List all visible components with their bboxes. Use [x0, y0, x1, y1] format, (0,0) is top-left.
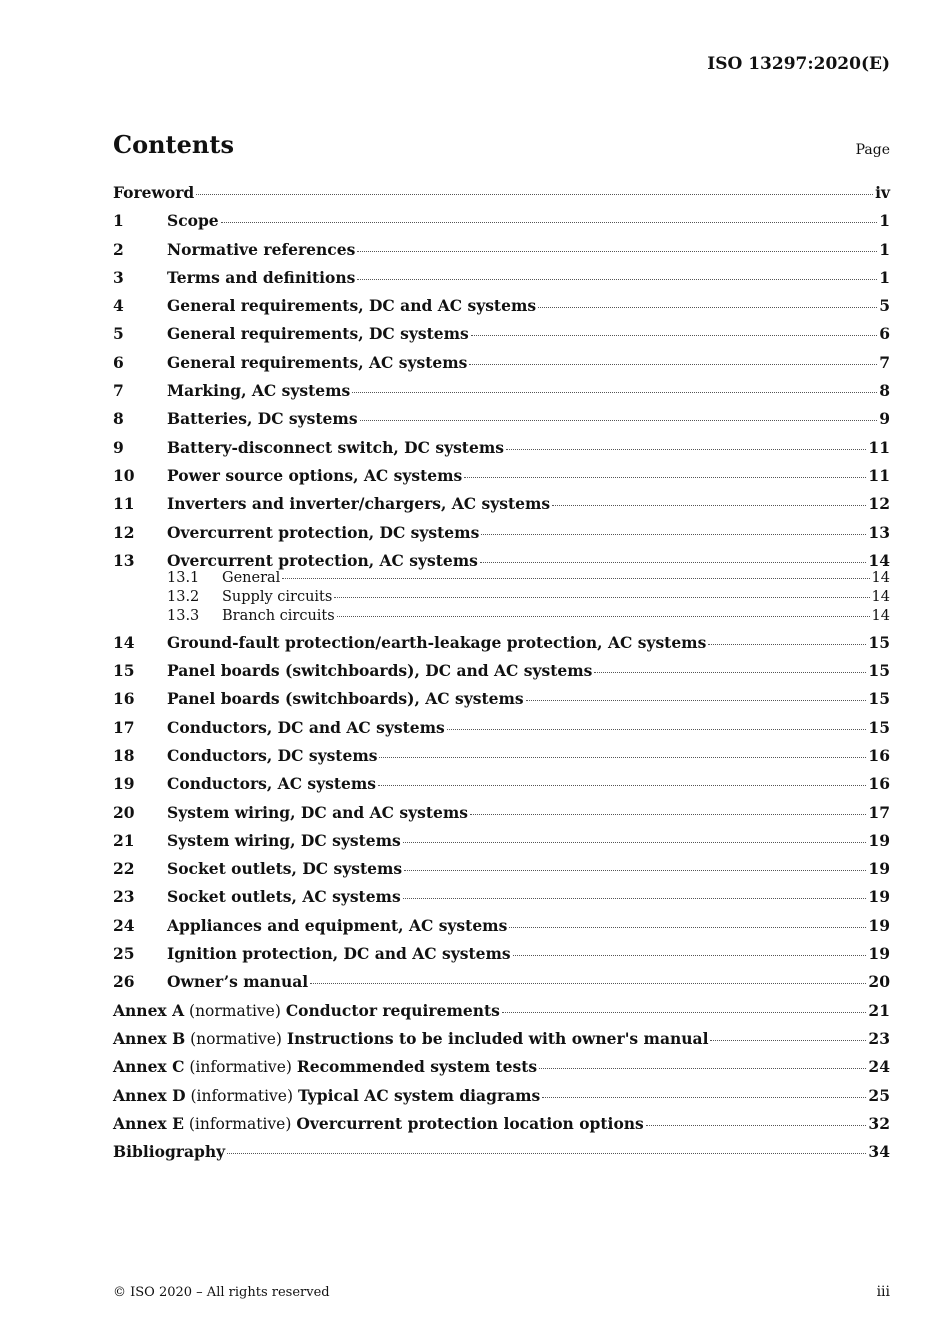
toc-entry-label: General requirements, DC systems — [167, 324, 469, 344]
toc-entry-number: 5 — [113, 324, 124, 344]
toc-entry-label: Owner’s manual — [167, 972, 309, 992]
toc-entry-number: 25 — [113, 944, 135, 964]
toc-entry-page: 15 — [868, 717, 890, 737]
toc-entry-page: 25 — [868, 1085, 890, 1105]
toc-entry-foreword[interactable] — [113, 183, 890, 211]
toc-annex-entry[interactable] — [113, 1029, 890, 1057]
leader-dots — [227, 1153, 866, 1154]
leader-dots — [403, 842, 867, 843]
leader-dots — [594, 672, 866, 673]
table-of-contents — [113, 183, 890, 1170]
annex-id: Annex E — [113, 1113, 184, 1133]
toc-entry[interactable] — [113, 689, 890, 717]
toc-subentry-number: 13.1 — [167, 569, 200, 586]
toc-entry-page: 19 — [868, 859, 890, 879]
toc-entry-page: 7 — [879, 352, 890, 372]
toc-entry-page: 1 — [879, 267, 890, 287]
copyright-notice: © ISO 2020 – All rights reserved — [113, 1285, 330, 1300]
toc-entry[interactable] — [113, 438, 890, 466]
toc-entry-label: Foreword — [113, 183, 195, 202]
toc-entry-page: 23 — [868, 1028, 890, 1048]
toc-entry-number: 20 — [113, 802, 135, 822]
toc-entry[interactable] — [113, 268, 890, 296]
leader-dots — [464, 477, 866, 478]
toc-entry-label: Inverters and inverter/chargers, AC systems — [167, 494, 551, 514]
toc-entry-page: 12 — [868, 494, 890, 514]
toc-entry-page: 5 — [879, 296, 890, 316]
toc-subentry[interactable] — [113, 589, 890, 608]
toc-entry-number: 10 — [113, 465, 135, 485]
toc-entry-page: 6 — [879, 324, 890, 344]
leader-dots — [357, 279, 877, 280]
toc-entry-number: 26 — [113, 972, 135, 992]
toc-entry-number: 23 — [113, 887, 135, 907]
leader-dots — [481, 534, 866, 535]
toc-entry-page: 19 — [868, 887, 890, 907]
toc-entry-page: 9 — [879, 409, 890, 429]
toc-subentry-number: 13.3 — [167, 608, 200, 625]
toc-entry[interactable] — [113, 831, 890, 859]
toc-entry-number: 3 — [113, 267, 124, 287]
toc-entry-label: Scope — [167, 211, 219, 231]
page-title: Contents — [113, 130, 234, 159]
toc-entry-number: 17 — [113, 717, 135, 737]
toc-entry-label: Panel boards (switchboards), DC and AC systems — [167, 661, 593, 681]
page-number: iii — [876, 1284, 890, 1300]
leader-dots — [513, 955, 867, 956]
toc-entry-page: 16 — [868, 774, 890, 794]
toc-entry-page: 14 — [868, 550, 890, 570]
toc-entry-label: Conductors, DC and AC systems — [167, 717, 445, 737]
leader-dots — [357, 251, 877, 252]
annex-title: Conductor requirements — [285, 1000, 500, 1020]
toc-entry-label: Normative references — [167, 239, 356, 259]
toc-entry-label: Overcurrent protection, DC systems — [167, 522, 480, 542]
leader-dots — [646, 1125, 867, 1126]
toc-entry[interactable] — [113, 746, 890, 774]
page-column-heading: Page — [855, 142, 890, 158]
toc-entry-number: 12 — [113, 522, 135, 542]
annex-kind: (informative) — [188, 1114, 292, 1133]
toc-entry[interactable] — [113, 381, 890, 409]
toc-entry[interactable] — [113, 494, 890, 522]
leader-dots — [526, 700, 867, 701]
leader-dots — [310, 983, 866, 984]
toc-entry-label: Socket outlets, AC systems — [167, 887, 401, 907]
leader-dots — [337, 616, 870, 617]
toc-entry[interactable] — [113, 944, 890, 972]
leader-dots — [538, 307, 877, 308]
toc-entry-number: 9 — [113, 437, 124, 457]
toc-entry-label: Batteries, DC systems — [167, 409, 358, 429]
leader-dots — [710, 1040, 866, 1041]
toc-entry-number: 11 — [113, 494, 135, 514]
toc-entry[interactable] — [113, 211, 890, 239]
toc-entry-page: 34 — [868, 1142, 890, 1162]
toc-entry-number: 18 — [113, 745, 135, 765]
toc-entry-label: Conductors, DC systems — [167, 745, 378, 765]
leader-dots — [403, 898, 867, 899]
toc-entry-number: 24 — [113, 915, 135, 935]
leader-dots — [221, 222, 878, 223]
annex-id: Annex C — [113, 1057, 185, 1077]
toc-entry[interactable] — [113, 718, 890, 746]
toc-entry[interactable] — [113, 774, 890, 802]
leader-dots — [708, 644, 866, 645]
toc-entry-label: Ground-fault protection/earth-leakage protection, AC systems — [167, 632, 707, 652]
toc-subentry-page: 14 — [871, 608, 890, 625]
toc-subentry-page: 14 — [871, 569, 890, 586]
toc-entry-label: Bibliography — [113, 1142, 226, 1162]
toc-entry-label: Overcurrent protection, AC systems — [167, 550, 478, 570]
toc-entry-number: 4 — [113, 296, 124, 316]
toc-annex-entry[interactable] — [113, 1001, 890, 1029]
annex-title: Instructions to be included with owner's manual — [286, 1028, 709, 1048]
leader-dots — [506, 449, 866, 450]
toc-entry-label: System wiring, DC systems — [167, 830, 401, 850]
annex-kind: (normative) — [190, 1029, 282, 1048]
toc-entry-page: 21 — [868, 1000, 890, 1020]
leader-dots — [552, 505, 866, 506]
toc-entry-label: Power source options, AC systems — [167, 465, 463, 485]
toc-entry-page: 15 — [868, 632, 890, 652]
toc-entry[interactable] — [113, 887, 890, 915]
toc-subentry-label: General — [222, 569, 281, 586]
toc-entry[interactable] — [113, 551, 890, 570]
toc-subentry-label: Branch circuits — [222, 608, 335, 625]
toc-entry[interactable] — [113, 324, 890, 352]
toc-subentry-page: 14 — [871, 589, 890, 606]
leader-dots — [379, 757, 866, 758]
toc-entry-number: 21 — [113, 830, 135, 850]
toc-entry-label: Ignition protection, DC and AC systems — [167, 944, 511, 964]
toc-entry-label: System wiring, DC and AC systems — [167, 802, 469, 822]
annex-title: Recommended system tests — [296, 1057, 538, 1077]
toc-entry[interactable] — [113, 409, 890, 437]
toc-annex-entry[interactable] — [113, 1114, 890, 1142]
toc-entry[interactable] — [113, 916, 890, 944]
toc-entry-page: 24 — [868, 1057, 890, 1077]
leader-dots — [360, 420, 878, 421]
toc-entry-page: 8 — [879, 381, 890, 401]
toc-entry[interactable] — [113, 661, 890, 689]
toc-entry-page: 20 — [868, 972, 890, 992]
toc-entry-label: Socket outlets, DC systems — [167, 859, 403, 879]
toc-annex-entry[interactable] — [113, 1057, 890, 1085]
annex-id: Annex B — [113, 1028, 186, 1048]
toc-entry[interactable] — [113, 240, 890, 268]
toc-entry-page: 17 — [868, 802, 890, 822]
toc-entry-page: iv — [875, 183, 890, 202]
toc-entry-page: 11 — [868, 437, 890, 457]
leader-dots — [469, 364, 877, 365]
toc-entry[interactable] — [113, 859, 890, 887]
leader-dots — [404, 870, 866, 871]
toc-entry-label: Appliances and equipment, AC systems — [167, 915, 508, 935]
toc-entry-label: Panel boards (switchboards), AC systems — [167, 689, 524, 709]
annex-kind: (informative) — [190, 1086, 294, 1105]
toc-entry-number: 22 — [113, 859, 135, 879]
annex-kind: (normative) — [189, 1001, 281, 1020]
toc-subentry-label: Supply circuits — [222, 589, 333, 606]
toc-entry-label: General requirements, AC systems — [167, 352, 468, 372]
annex-id: Annex D — [113, 1085, 186, 1105]
toc-entry-label: Battery-disconnect switch, DC systems — [167, 437, 504, 457]
leader-dots — [282, 578, 869, 579]
toc-entry-page: 1 — [879, 239, 890, 259]
leader-dots — [471, 335, 877, 336]
toc-entry-page: 19 — [868, 915, 890, 935]
toc-entry-number: 14 — [113, 632, 135, 652]
toc-entry-number: 13 — [113, 550, 135, 570]
leader-dots — [352, 392, 877, 393]
toc-entry-page: 19 — [868, 944, 890, 964]
toc-entry-label: Conductors, AC systems — [167, 774, 377, 794]
toc-entry[interactable] — [113, 803, 890, 831]
document-id: ISO 13297:2020(E) — [707, 54, 890, 74]
toc-entry[interactable] — [113, 633, 890, 661]
toc-annex-entry[interactable] — [113, 1086, 890, 1114]
toc-subentry[interactable] — [113, 570, 890, 589]
annex-id: Annex A — [113, 1000, 185, 1020]
toc-entry-label: Terms and definitions — [167, 267, 356, 287]
toc-entry-page: 11 — [868, 465, 890, 485]
leader-dots — [378, 785, 866, 786]
toc-subentry[interactable] — [113, 608, 890, 627]
toc-entry-label: General requirements, DC and AC systems — [167, 296, 537, 316]
toc-entry-number: 2 — [113, 239, 124, 259]
toc-entry-number: 6 — [113, 352, 124, 372]
toc-entry-page: 15 — [868, 689, 890, 709]
annex-kind: (informative) — [189, 1058, 292, 1077]
leader-dots — [509, 927, 866, 928]
toc-entry-page: 32 — [868, 1113, 890, 1133]
toc-entry-page: 16 — [868, 745, 890, 765]
toc-subentry-number: 13.2 — [167, 589, 200, 606]
toc-entry-label: Marking, AC systems — [167, 381, 351, 401]
leader-dots — [334, 597, 869, 598]
toc-entry-number: 7 — [113, 381, 124, 401]
leader-dots — [480, 562, 867, 563]
leader-dots — [539, 1068, 866, 1069]
toc-entry-number: 16 — [113, 689, 135, 709]
leader-dots — [502, 1012, 867, 1013]
toc-entry-page: 19 — [868, 830, 890, 850]
annex-title: Typical AC system diagrams — [297, 1085, 541, 1105]
toc-entry[interactable] — [113, 353, 890, 381]
toc-entry-page: 1 — [879, 211, 890, 231]
toc-entry-page: 15 — [868, 661, 890, 681]
toc-entry-number: 19 — [113, 774, 135, 794]
toc-entry[interactable] — [113, 296, 890, 324]
toc-entry-bibliography[interactable] — [113, 1142, 890, 1170]
leader-dots — [470, 814, 866, 815]
leader-dots — [447, 729, 867, 730]
toc-entry[interactable] — [113, 972, 890, 1000]
leader-dots — [542, 1097, 866, 1098]
toc-entry[interactable] — [113, 466, 890, 494]
leader-dots — [196, 194, 873, 195]
toc-entry-number: 1 — [113, 211, 124, 231]
toc-entry-number: 15 — [113, 661, 135, 681]
toc-entry-page: 13 — [868, 522, 890, 542]
annex-title: Overcurrent protection location options — [296, 1113, 644, 1133]
toc-entry[interactable] — [113, 523, 890, 551]
toc-entry-number: 8 — [113, 409, 124, 429]
